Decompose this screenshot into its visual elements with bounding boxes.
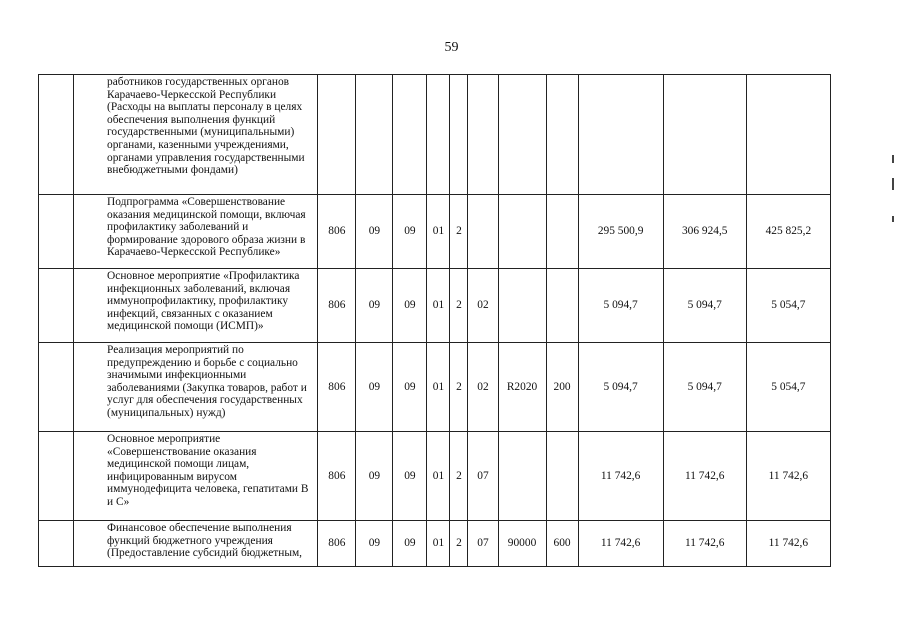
row-number-cell — [39, 343, 74, 432]
row-number-cell — [39, 521, 74, 567]
event-cell: 02 — [468, 269, 498, 343]
expense-type-cell: 600 — [546, 521, 578, 567]
expense-name-cell — [74, 75, 318, 195]
direction-cell — [498, 432, 546, 521]
subsection-cell — [393, 75, 427, 195]
expense-type-cell: 200 — [546, 343, 578, 432]
expense-name-cell — [74, 195, 318, 269]
subsection-cell: 09 — [393, 521, 427, 567]
expense-type-cell — [546, 75, 578, 195]
expense-name: Реализация мероприятий по предупреждению и борьбе с социально значимыми инфекционными заболеваниями (Закупка товаров, работ и услуг для обеспечения государственных (муниципальных) нужд) — [107, 344, 307, 419]
amount-2021-cell — [578, 75, 663, 195]
amount-2022-cell: 306 924,5 — [663, 195, 746, 269]
program-cell: 01 — [427, 521, 450, 567]
expense-name-cell — [74, 269, 318, 343]
ministry-cell: 806 — [318, 432, 356, 521]
table-row — [39, 75, 831, 195]
ministry-cell: 806 — [318, 343, 356, 432]
program-cell: 01 — [427, 343, 450, 432]
subprogram-cell: 2 — [450, 343, 468, 432]
table-row — [39, 432, 831, 521]
program-cell: 01 — [427, 432, 450, 521]
amount-2021-cell: 11 742,6 — [578, 432, 663, 521]
expense-name-cell — [74, 432, 318, 521]
amount-2022-cell: 11 742,6 — [663, 432, 746, 521]
ministry-cell: 806 — [318, 195, 356, 269]
subsection-cell: 09 — [393, 195, 427, 269]
expense-name: Основное мероприятие «Профилактика инфекционных заболеваний, включая иммунопрофилактику, профилактику инфекций, связанных с оказанием медицинской помощи (ИСМП)» — [107, 270, 300, 333]
expense-type-cell — [546, 195, 578, 269]
section-cell — [356, 75, 393, 195]
section-cell: 09 — [356, 269, 393, 343]
program-cell: 01 — [427, 195, 450, 269]
expense-name: Основное мероприятие «Совершенствование оказания медицинской помощи лицам, инфицированным вирусом иммунодефицита человека, гепатитами В и С» — [107, 433, 309, 508]
subsection-cell: 09 — [393, 432, 427, 521]
amount-2021-cell: 5 094,7 — [578, 269, 663, 343]
event-cell — [468, 75, 498, 195]
program-cell: 01 — [427, 269, 450, 343]
amount-2022-cell: 5 094,7 — [663, 269, 746, 343]
amount-2021-cell: 5 094,7 — [578, 343, 663, 432]
amount-2021-cell: 295 500,9 — [578, 195, 663, 269]
amount-2022-cell — [663, 75, 746, 195]
table-row — [39, 343, 831, 432]
ministry-cell: 806 — [318, 269, 356, 343]
row-number-cell — [39, 195, 74, 269]
row-number-cell — [39, 269, 74, 343]
ministry-cell — [318, 75, 356, 195]
margin-mark — [892, 216, 894, 222]
subprogram-cell — [450, 75, 468, 195]
subsection-cell: 09 — [393, 343, 427, 432]
section-cell: 09 — [356, 521, 393, 567]
subprogram-cell: 2 — [450, 432, 468, 521]
event-cell — [468, 195, 498, 269]
margin-mark — [892, 155, 894, 163]
direction-cell: R2020 — [498, 343, 546, 432]
page-number: 59 — [444, 40, 459, 55]
row-number-cell — [39, 75, 74, 195]
row-number-cell — [39, 432, 74, 521]
amount-2023-cell: 5 054,7 — [746, 343, 830, 432]
amount-2023-cell: 11 742,6 — [746, 432, 830, 521]
amount-2023-cell: 11 742,6 — [746, 521, 830, 567]
direction-cell — [498, 195, 546, 269]
subprogram-cell: 2 — [450, 269, 468, 343]
direction-cell — [498, 75, 546, 195]
event-cell: 07 — [468, 432, 498, 521]
subprogram-cell: 2 — [450, 195, 468, 269]
expense-type-cell — [546, 432, 578, 521]
expense-name: работников государственных органов Карачаево-Черкесской Республики (Расходы на выплаты персоналу в целях обеспечения выполнения функций государственными (муниципальными) органами, казенными учреждениями, органами управления государственными внебюджетными фондами) — [107, 76, 305, 177]
event-cell: 02 — [468, 343, 498, 432]
amount-2021-cell: 11 742,6 — [578, 521, 663, 567]
amount-2022-cell: 5 094,7 — [663, 343, 746, 432]
table-row — [39, 195, 831, 269]
direction-cell — [498, 269, 546, 343]
subsection-cell: 09 — [393, 269, 427, 343]
budget-table — [38, 74, 831, 567]
amount-2022-cell: 11 742,6 — [663, 521, 746, 567]
section-cell: 09 — [356, 195, 393, 269]
expense-name: Подпрограмма «Совершенствование оказания медицинской помощи, включая профилактику заболеваний и формирование здорового образа жизни в Карачаево-Черкесской Республике» — [107, 196, 306, 259]
expense-name-cell — [74, 521, 318, 567]
table-row — [39, 269, 831, 343]
event-cell: 07 — [468, 521, 498, 567]
section-cell: 09 — [356, 432, 393, 521]
amount-2023-cell: 5 054,7 — [746, 269, 830, 343]
amount-2023-cell — [746, 75, 830, 195]
expense-name: Финансовое обеспечение выполнения функций бюджетного учреждения (Предоставление субсидий бюджетным, — [107, 522, 303, 560]
expense-type-cell — [546, 269, 578, 343]
expense-name-cell — [74, 343, 318, 432]
margin-mark — [892, 178, 894, 190]
program-cell — [427, 75, 450, 195]
section-cell: 09 — [356, 343, 393, 432]
amount-2023-cell: 425 825,2 — [746, 195, 830, 269]
ministry-cell: 806 — [318, 521, 356, 567]
direction-cell: 90000 — [498, 521, 546, 567]
table-row — [39, 521, 831, 567]
subprogram-cell: 2 — [450, 521, 468, 567]
